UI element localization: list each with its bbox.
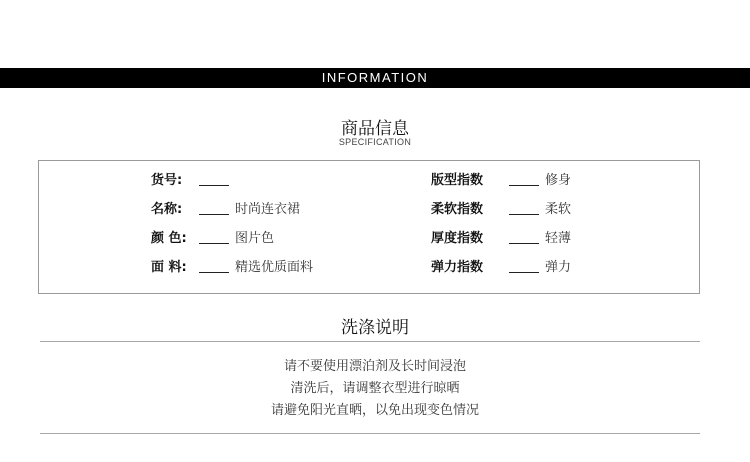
divider-bottom — [40, 433, 700, 434]
spec-label: 颜 色: — [151, 231, 187, 246]
spec-blank-line — [199, 172, 229, 186]
spec-value: 修身 — [545, 173, 572, 188]
spec-value: 图片色 — [235, 231, 275, 246]
spec-label: 柔软指数 — [431, 202, 484, 217]
banner-title: INFORMATION — [321, 70, 429, 85]
spec-item-elasticity-index — [431, 259, 631, 277]
product-info-subtitle: SPECIFICATION — [338, 137, 412, 147]
spec-item-fabric — [151, 259, 371, 277]
spec-value: 精选优质面料 — [235, 260, 314, 275]
product-info-title: 商品信息 — [341, 119, 409, 139]
spec-blank-line — [509, 201, 539, 215]
spec-blank-line — [509, 172, 539, 186]
spec-label: 厚度指数 — [431, 231, 484, 246]
spec-label: 版型指数 — [431, 173, 484, 188]
spec-blank-line — [199, 230, 229, 244]
care-title: 洗涤说明 — [341, 318, 409, 338]
spec-value: 时尚连衣裙 — [235, 202, 301, 217]
spec-item-sku — [151, 172, 371, 190]
care-instruction-line: 请避免阳光直晒，以免出现变色情况 — [270, 403, 479, 418]
spec-blank-line — [199, 201, 229, 215]
care-instruction-line: 请不要使用漂泊剂及长时间浸泡 — [283, 359, 466, 374]
spec-value: 柔软 — [545, 202, 572, 217]
spec-value: 弹力 — [545, 260, 572, 275]
care-instruction-line: 清洗后，请调整衣型进行晾晒 — [290, 381, 460, 396]
spec-item-name — [151, 201, 371, 219]
spec-item-softness-index — [431, 201, 631, 219]
spec-label: 货号: — [151, 173, 183, 188]
spec-label: 名称: — [151, 202, 183, 217]
information-banner — [0, 68, 750, 88]
divider-top — [40, 341, 700, 342]
spec-label: 面 料: — [151, 260, 187, 275]
spec-item-fit-index — [431, 172, 631, 190]
spec-label: 弹力指数 — [431, 260, 484, 275]
spec-blank-line — [199, 259, 229, 273]
specification-table — [38, 160, 700, 294]
spec-item-thickness-index — [431, 230, 631, 248]
spec-blank-line — [509, 230, 539, 244]
spec-blank-line — [509, 259, 539, 273]
spec-item-color — [151, 230, 371, 248]
spec-value: 轻薄 — [545, 231, 572, 246]
